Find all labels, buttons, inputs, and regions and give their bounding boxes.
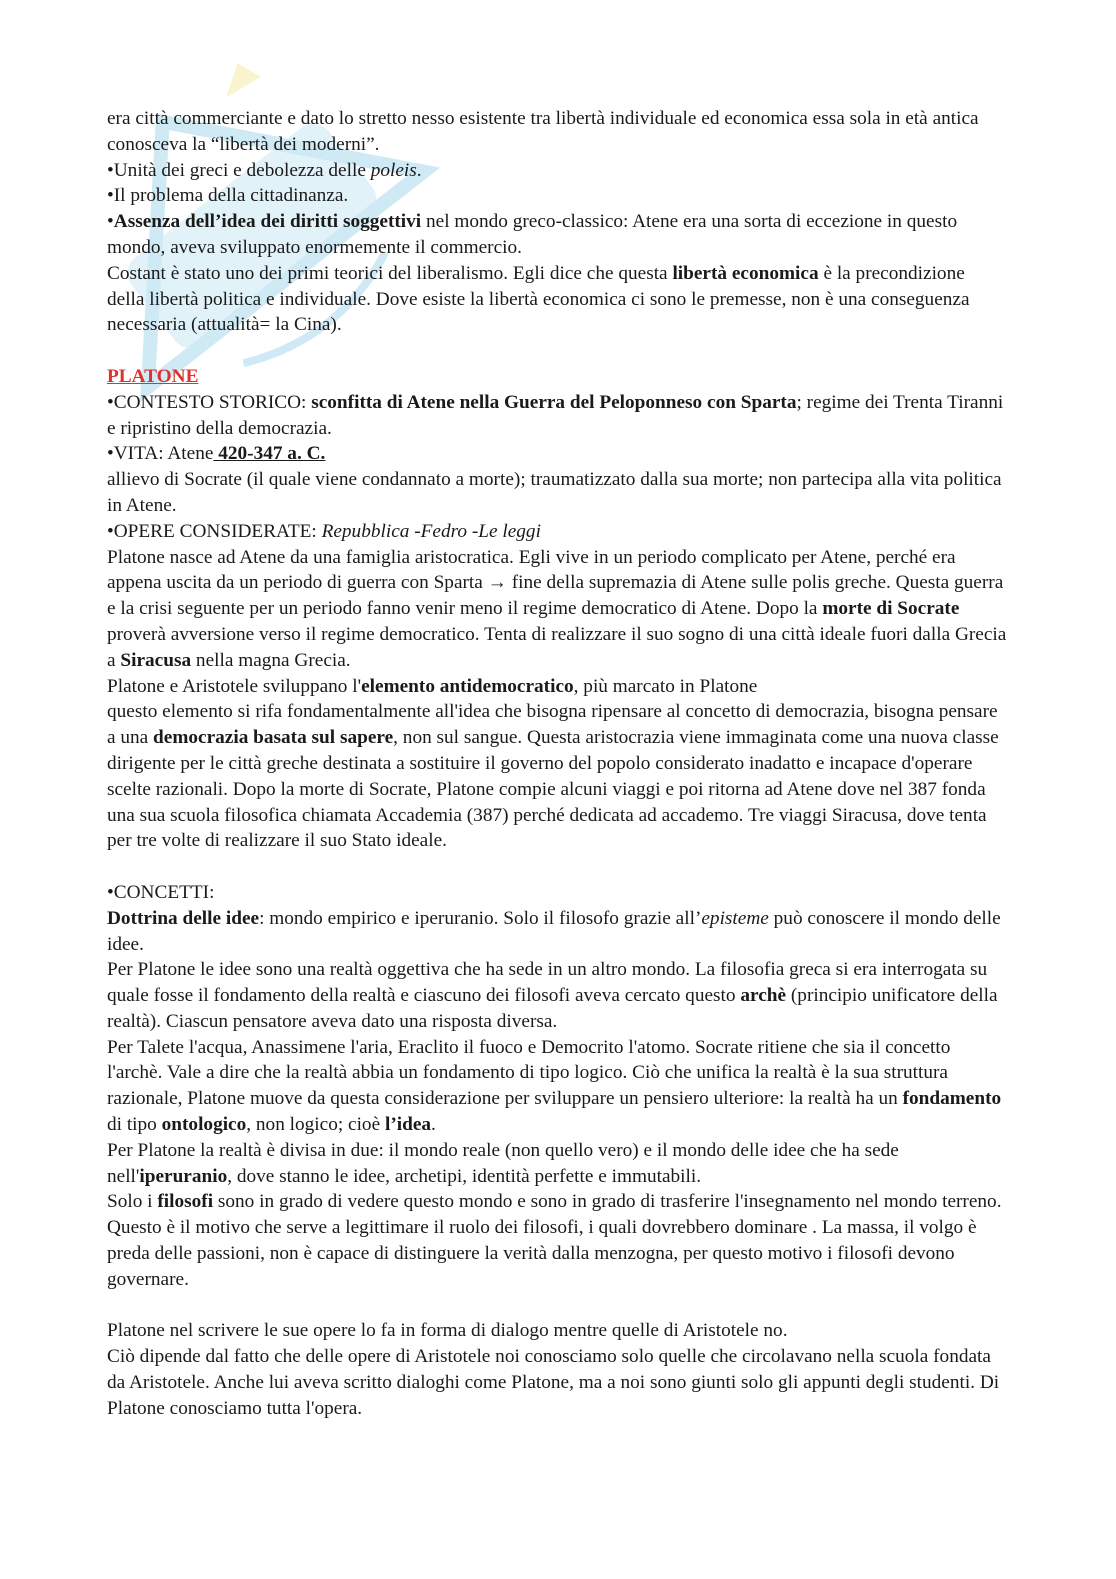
bullet-opere: •OPERE CONSIDERATE: Repubblica -Fedro -Le leggi [107,520,541,542]
paragraph-idee: Per Platone le idee sono una realtà oggettiva che ha sede in un altro mondo. La filosofia greca si era interrogata su quale fosse il fondamento della realtà e ciascuno dei filosofi aveva cercato questo archè (principio unificatore della realtà). Ciascun pensatore aveva dato una risposta diversa. [107,959,998,1032]
paragraph-vita: allievo di Socrate (il quale viene condannato a morte); traumatizzato dalla sua morte; non partecipa alla vita politica in Atene. [107,469,1002,516]
paragraph-divisa: Per Platone la realtà è divisa in due: il mondo reale (non quello vero) e il mondo delle idee che ha sede nell'iperuranio, dove stanno le idee, archetipi, identità perfette e immutabili. [107,1139,899,1187]
bullet-concetti: •CONCETTI: [107,881,215,903]
paragraph-constant: Costant è stato uno dei primi teorici del liberalismo. Egli dice che questa libertà economica è la precondizione della libertà politica e individuale. Dove esiste la libertà economica ci sono le premesse, non è una conseguenza necessaria (attualità= la Cina). [107,262,970,336]
bullet-vita: •VITA: Atene 420-347 a. C. [107,443,326,465]
paragraph-dottrina: Dottrina delle idee: mondo empirico e iperuranio. Solo il filosofo grazie all’episteme può conoscere il mondo delle idee. [107,907,1001,955]
bullet-citizenship: •Il problema della cittadinanza. [107,185,349,207]
bullet-unity: •Unità dei greci e debolezza delle poleis. [107,159,422,181]
paragraph-talete: Per Talete l'acqua, Anassimene l'aria, Eraclito il fuoco e Democrito l'atomo. Socrate ritiene che sia il concetto l'archè. Vale a dire che la realtà abbia un fondamento di tipo logico. Ciò che unifica la realtà è la sua struttura razionale, Platone muove da questa considerazione per sviluppare un pensiero ulteriore: la realtà ha un fondamento di tipo ontologico, non logico; cioè l’idea. [107,1036,1002,1136]
paragraph-dialogo-intro: Platone nel scrivere le sue opere lo fa in forma di dialogo mentre quelle di Aristotele no. [107,1320,788,1342]
paragraph-bio: Platone nasce ad Atene da una famiglia aristocratica. Egli vive in un periodo complicato per Atene, perché era appena uscita da un periodo di guerra con Sparta → fine della supremazia di Atene sulle polis greche. Questa guerra e la crisi seguente per un periodo fanno venir meno il regime democratico di Atene. Dopo la morte di Socrate proverà avversione verso il regime democratico. Tenta di realizzare il suo sogno di una città ideale fuori dalla Grecia a Siracusa nella magna Grecia. [107,546,1007,671]
paragraph-antidemocratic-intro: Platone e Aristotele sviluppano l'elemento antidemocratico, più marcato in Platone [107,675,758,697]
paragraph-dialogo: Ciò dipende dal fatto che delle opere di Aristotele noi conosciamo solo quelle che circolavano nella scuola fondata da Aristotele. Anche lui aveva scritto dialoghi come Platone, ma a noi sono giunti solo gli appunti degli studenti. Di Platone conosciamo tutta l'opera. [107,1346,1000,1419]
document-page [107,106,1007,1422]
paragraph-antidemocratic: questo elemento si rifa fondamentalmente all'idea che bisogna ripensare al concetto di democrazia, bisogna pensare a una democrazia basata sul sapere, non sul sangue. Questa aristocrazia viene immaginata come una nuova classe dirigente per le città greche destinata a sostituire il governo del popolo considerato inadatto e incapace d'operare scelte razionali. Dopo la morte di Socrate, Platone compie alcuni viaggi e poi ritorna ad Atene dove nel 387 fonda una sua scuola filosofica chiamata Accademia (387) perché dedicata ad accademo. Tre viaggi Siracusa, dove tenta per tre volte di realizzare il suo Stato ideale. [107,701,999,852]
paragraph-filosofi: Solo i filosofi sono in grado di vedere questo mondo e sono in grado di trasferire l'insegnamento nel mondo terreno. Questo è il motivo che serve a legittimare il ruolo dei filosofi, i quali dovrebbero dominare . La massa, il volgo è preda delle passioni, non è capace di distinguere la verità dalla menzogna, per questo motivo i filosofi devono governare. [107,1191,1002,1290]
bullet-rights: •Assenza dell’idea dei diritti soggettivi nel mondo greco-classico: Atene era una sorta di eccezione in questo mondo, aveva sviluppato enormemente il commercio. [107,211,958,258]
paragraph-commerce: era città commerciante e dato lo stretto nesso esistente tra libertà individuale ed economica essa sola in età antica conosceva la “libertà dei moderni”. [107,108,979,155]
section-heading-platone: PLATONE [107,365,199,387]
bullet-contesto: •CONTESTO STORICO: sconfitta di Atene nella Guerra del Peloponneso con Sparta; regime dei Trenta Tiranni e ripristino della democrazia. [107,391,1004,439]
